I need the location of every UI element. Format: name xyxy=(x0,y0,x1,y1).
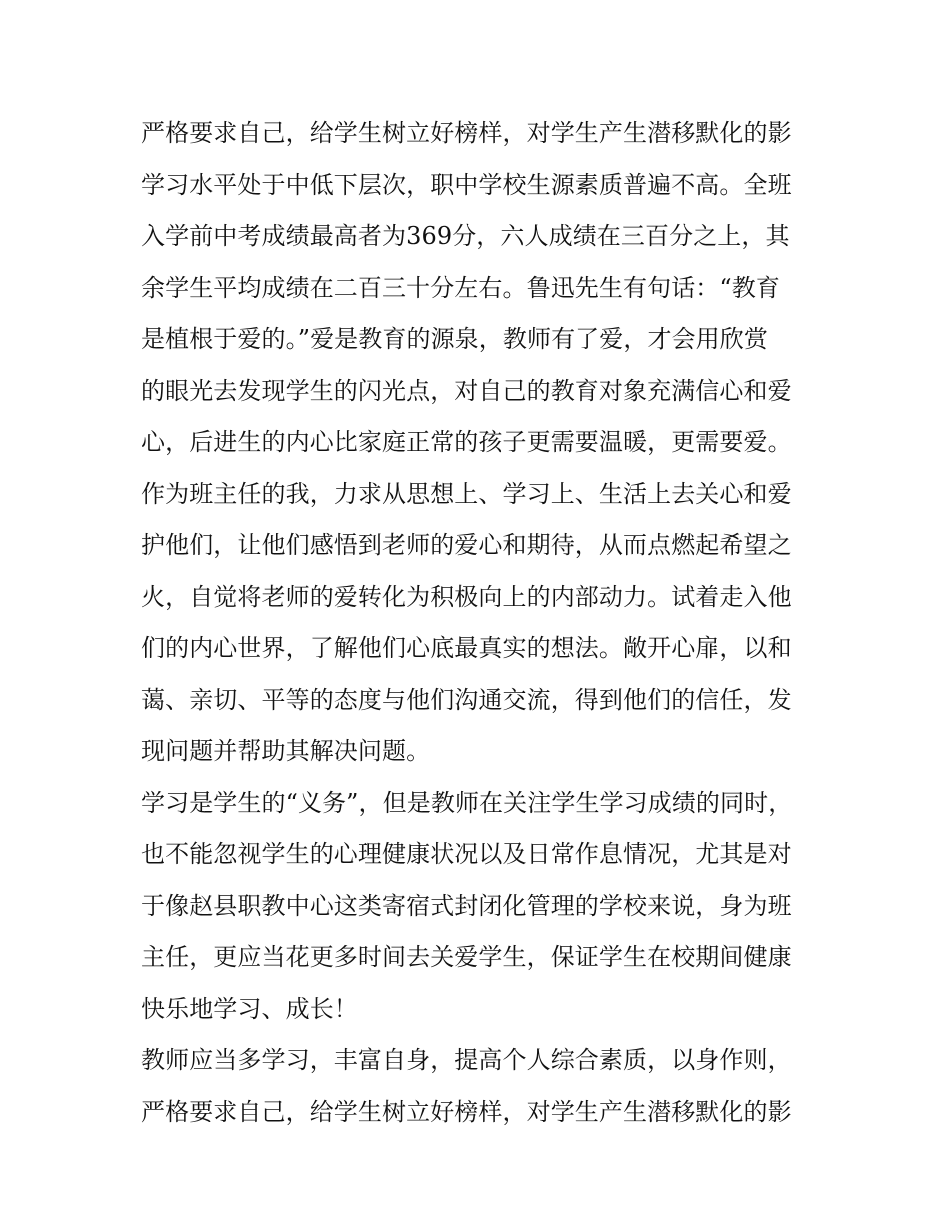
text-line: 主任，更应当花更多时间去关爱学生，保证学生在校期间健康 xyxy=(141,943,792,971)
text-line: 的眼光去发现学生的闪光点，对自己的教育对象充满信心和爱 xyxy=(141,376,792,405)
text-line: 教师应当多学习，丰富自身，提高个人综合素质，以身作则， xyxy=(141,1046,792,1074)
text-line: 现问题并帮助其解决问题。 xyxy=(141,737,431,765)
text-line: 是植根于爱的。”爱是教育的源泉，教师有了爱，才会用欣赏 xyxy=(141,325,768,353)
text-line: 作为班主任的我，力求从思想上、学习上、生活上去关心和爱 xyxy=(141,479,792,508)
text-line: 护他们，让他们感悟到老师的爱心和期待，从而点燃起希望之 xyxy=(141,531,792,559)
text-line: 学习是学生的“义务”，但是教师在关注学生学习成绩的同时， xyxy=(141,788,793,817)
text-line: 火，自觉将老师的爱转化为积极向上的内部动力。试着走入他 xyxy=(141,582,792,611)
text-line: 余学生平均成绩在二百三十分左右。鲁迅先生有句话：“教育 xyxy=(141,273,780,302)
text-line: 严格要求自己，给学生树立好榜样，对学生产生潜移默化的影 xyxy=(141,119,792,147)
text-line: 也不能忽视学生的心理健康状况以及日常作息情况，尤其是对 xyxy=(141,840,792,868)
text-line: 心，后进生的内心比家庭正常的孩子更需要温暖，更需要爱。 xyxy=(141,428,792,456)
text-line: 入学前中考成绩最高者为369分，六人成绩在三百分之上，其 xyxy=(141,222,790,250)
text-line: 蔼、亲切、平等的态度与他们沟通交流，得到他们的信任，发 xyxy=(141,685,792,714)
text-line: 于像赵县职教中心这类寄宿式封闭化管理的学校来说，身为班 xyxy=(141,891,792,920)
body-text xyxy=(141,108,821,1138)
text-line: 严格要求自己，给学生树立好榜样，对学生产生潜移默化的影 xyxy=(141,1097,792,1126)
text-line: 学习水平处于中低下层次，职中学校生源素质普遍不高。全班 xyxy=(141,170,792,199)
text-line: 们的内心世界，了解他们心底最真实的想法。敞开心扉，以和 xyxy=(141,634,792,662)
text-line: 快乐地学习、成长！ xyxy=(141,994,358,1023)
